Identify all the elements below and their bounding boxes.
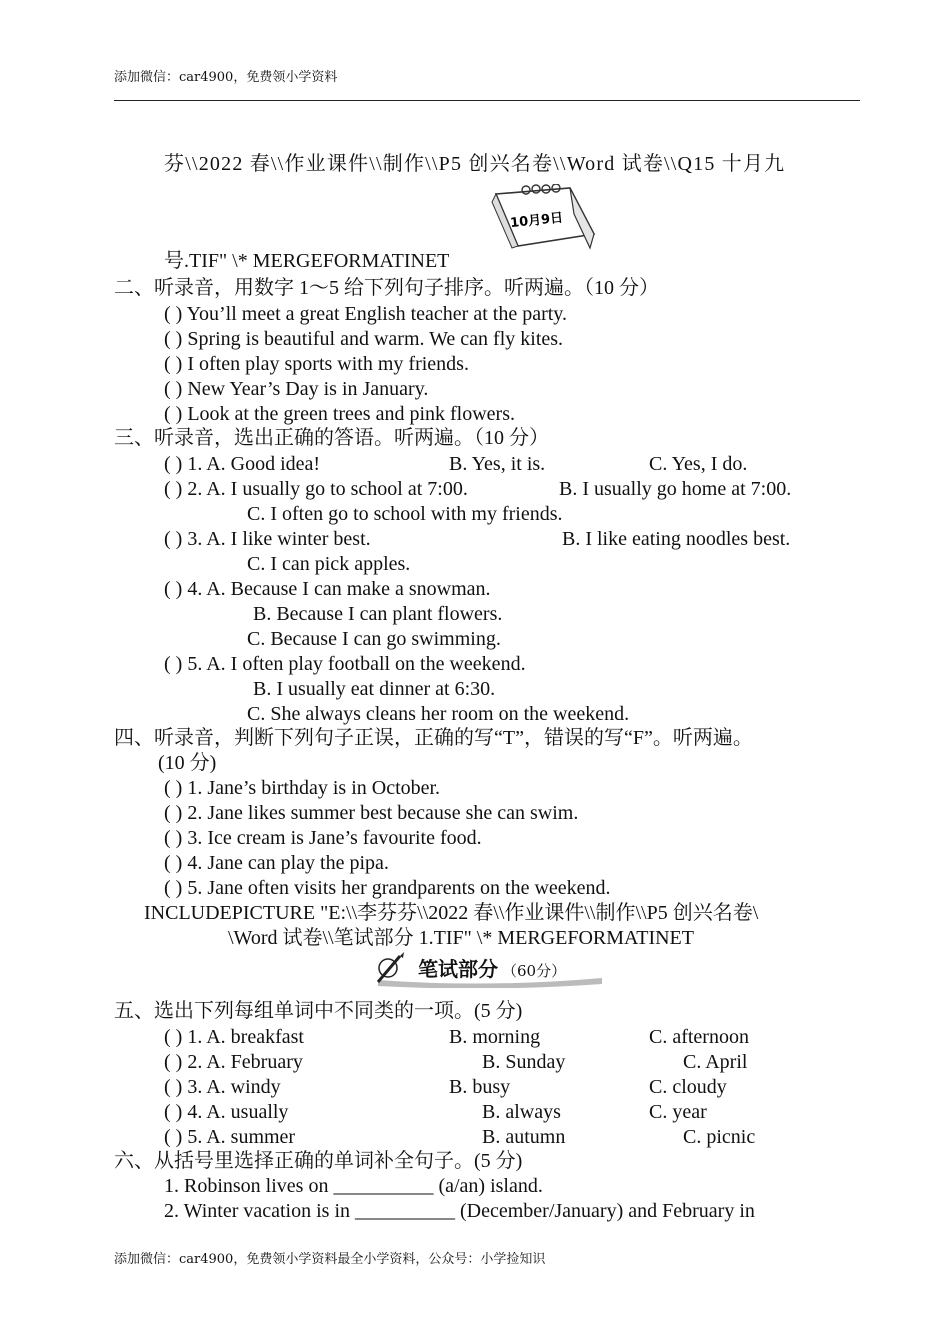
s3-q4-b: B. Because I can plant flowers. — [253, 603, 503, 625]
field-code-line: 芬\\2022 春\\作业课件\\制作\\P5 创兴名卷\\Word 试卷\\Q15 十月九 — [164, 153, 786, 175]
page-footer: 添加微信：car4900，免费领小学资料最全小学资料，公众号：小学捡知识 — [114, 1252, 546, 1267]
s5-row-c: C. afternoon — [649, 1026, 749, 1048]
section-5-title: 五、选出下列每组单词中不同类的一项。(5 分) — [114, 1000, 523, 1022]
s5-row-b: B. autumn — [482, 1126, 566, 1148]
s3-q1-a: ( ) 1. A. Good idea! — [164, 453, 321, 475]
pencil-icon — [378, 952, 404, 982]
s3-q3-a: ( ) 3. A. I like winter best. — [164, 528, 371, 550]
header-rule — [114, 100, 860, 101]
s4-item: ( ) 5. Jane often visits her grandparents on the weekend. — [164, 877, 611, 899]
page-header: 添加微信：car4900，免费领小学资料 — [114, 70, 338, 85]
s3-q1-c: C. Yes, I do. — [649, 453, 748, 475]
s4-item: ( ) 3. Ice cream is Jane’s favourite food. — [164, 827, 482, 849]
calendar-date: 10月9日 — [509, 210, 564, 232]
s5-row-a: ( ) 1. A. breakfast — [164, 1026, 304, 1048]
s2-item: ( ) Spring is beautiful and warm. We can fly kites. — [164, 328, 564, 350]
s2-item: ( ) New Year’s Day is in January. — [164, 378, 429, 400]
banner-score: （60分） — [502, 962, 567, 980]
s3-q2-b: B. I usually go home at 7:00. — [559, 478, 792, 500]
s3-q1-b: B. Yes, it is. — [449, 453, 546, 475]
written-part-banner — [370, 952, 606, 988]
s5-row-b: B. always — [482, 1101, 561, 1123]
s3-q2-a: ( ) 2. A. I usually go to school at 7:00. — [164, 478, 468, 500]
s5-row-c: C. April — [683, 1051, 748, 1073]
s6-item: 1. Robinson lives on __________ (a/an) island. — [164, 1175, 543, 1197]
s5-row-a: ( ) 2. A. February — [164, 1051, 303, 1073]
s3-q3-b: B. I like eating noodles best. — [562, 528, 791, 550]
s3-q5-b: B. I usually eat dinner at 6:30. — [253, 678, 496, 700]
banner-title: 笔试部分 — [418, 957, 498, 981]
s3-q3-c: C. I can pick apples. — [247, 553, 411, 575]
s3-q4-c: C. Because I can go swimming. — [247, 628, 501, 650]
s5-row-a: ( ) 5. A. summer — [164, 1126, 296, 1148]
s5-row-a: ( ) 4. A. usually — [164, 1101, 289, 1123]
field-code-line: \Word 试卷\\笔试部分 1.TIF" \* MERGEFORMATINET — [228, 927, 694, 949]
s3-q5-a: ( ) 5. A. I often play football on the weekend. — [164, 653, 526, 675]
s2-item: ( ) I often play sports with my friends. — [164, 353, 469, 375]
section-3-title: 三、听录音，选出正确的答语。听两遍。（10 分） — [114, 427, 549, 449]
s5-row-b: B. morning — [449, 1026, 541, 1048]
s6-item: 2. Winter vacation is in __________ (December/January) and February in — [164, 1200, 755, 1222]
section-4-title-score: (10 分) — [158, 752, 217, 774]
s5-row-b: B. Sunday — [482, 1051, 566, 1073]
section-2-title: 二、听录音，用数字 1～5 给下列句子排序。听两遍。（10 分） — [114, 277, 659, 299]
section-6-title: 六、从括号里选择正确的单词补全句子。(5 分) — [114, 1150, 523, 1172]
s5-row-b: B. busy — [449, 1076, 511, 1098]
s5-row-c: C. picnic — [683, 1126, 756, 1148]
s4-item: ( ) 4. Jane can play the pipa. — [164, 852, 389, 874]
s4-item: ( ) 2. Jane likes summer best because she can swim. — [164, 802, 579, 824]
field-code-line: 号.TIF" \* MERGEFORMATINET — [164, 250, 450, 272]
s5-row-a: ( ) 3. A. windy — [164, 1076, 281, 1098]
s5-row-c: C. year — [649, 1101, 707, 1123]
s3-q4-a: ( ) 4. A. Because I can make a snowman. — [164, 578, 491, 600]
s3-q5-c: C. She always cleans her room on the weekend. — [247, 703, 630, 725]
calendar-image — [490, 184, 598, 252]
s4-item: ( ) 1. Jane’s birthday is in October. — [164, 777, 441, 799]
s2-item: ( ) You’ll meet a great English teacher at the party. — [164, 303, 568, 325]
s2-item: ( ) Look at the green trees and pink flowers. — [164, 403, 515, 425]
s5-row-c: C. cloudy — [649, 1076, 727, 1098]
s3-q2-c: C. I often go to school with my friends. — [247, 503, 563, 525]
section-4-title: 四、听录音，判断下列句子正误，正确的写“T”，错误的写“F”。听两遍。 — [114, 727, 753, 749]
field-code-line: INCLUDEPICTURE "E:\\李芬芬\\2022 春\\作业课件\\制作\\P5 创兴名卷\ — [144, 902, 759, 924]
